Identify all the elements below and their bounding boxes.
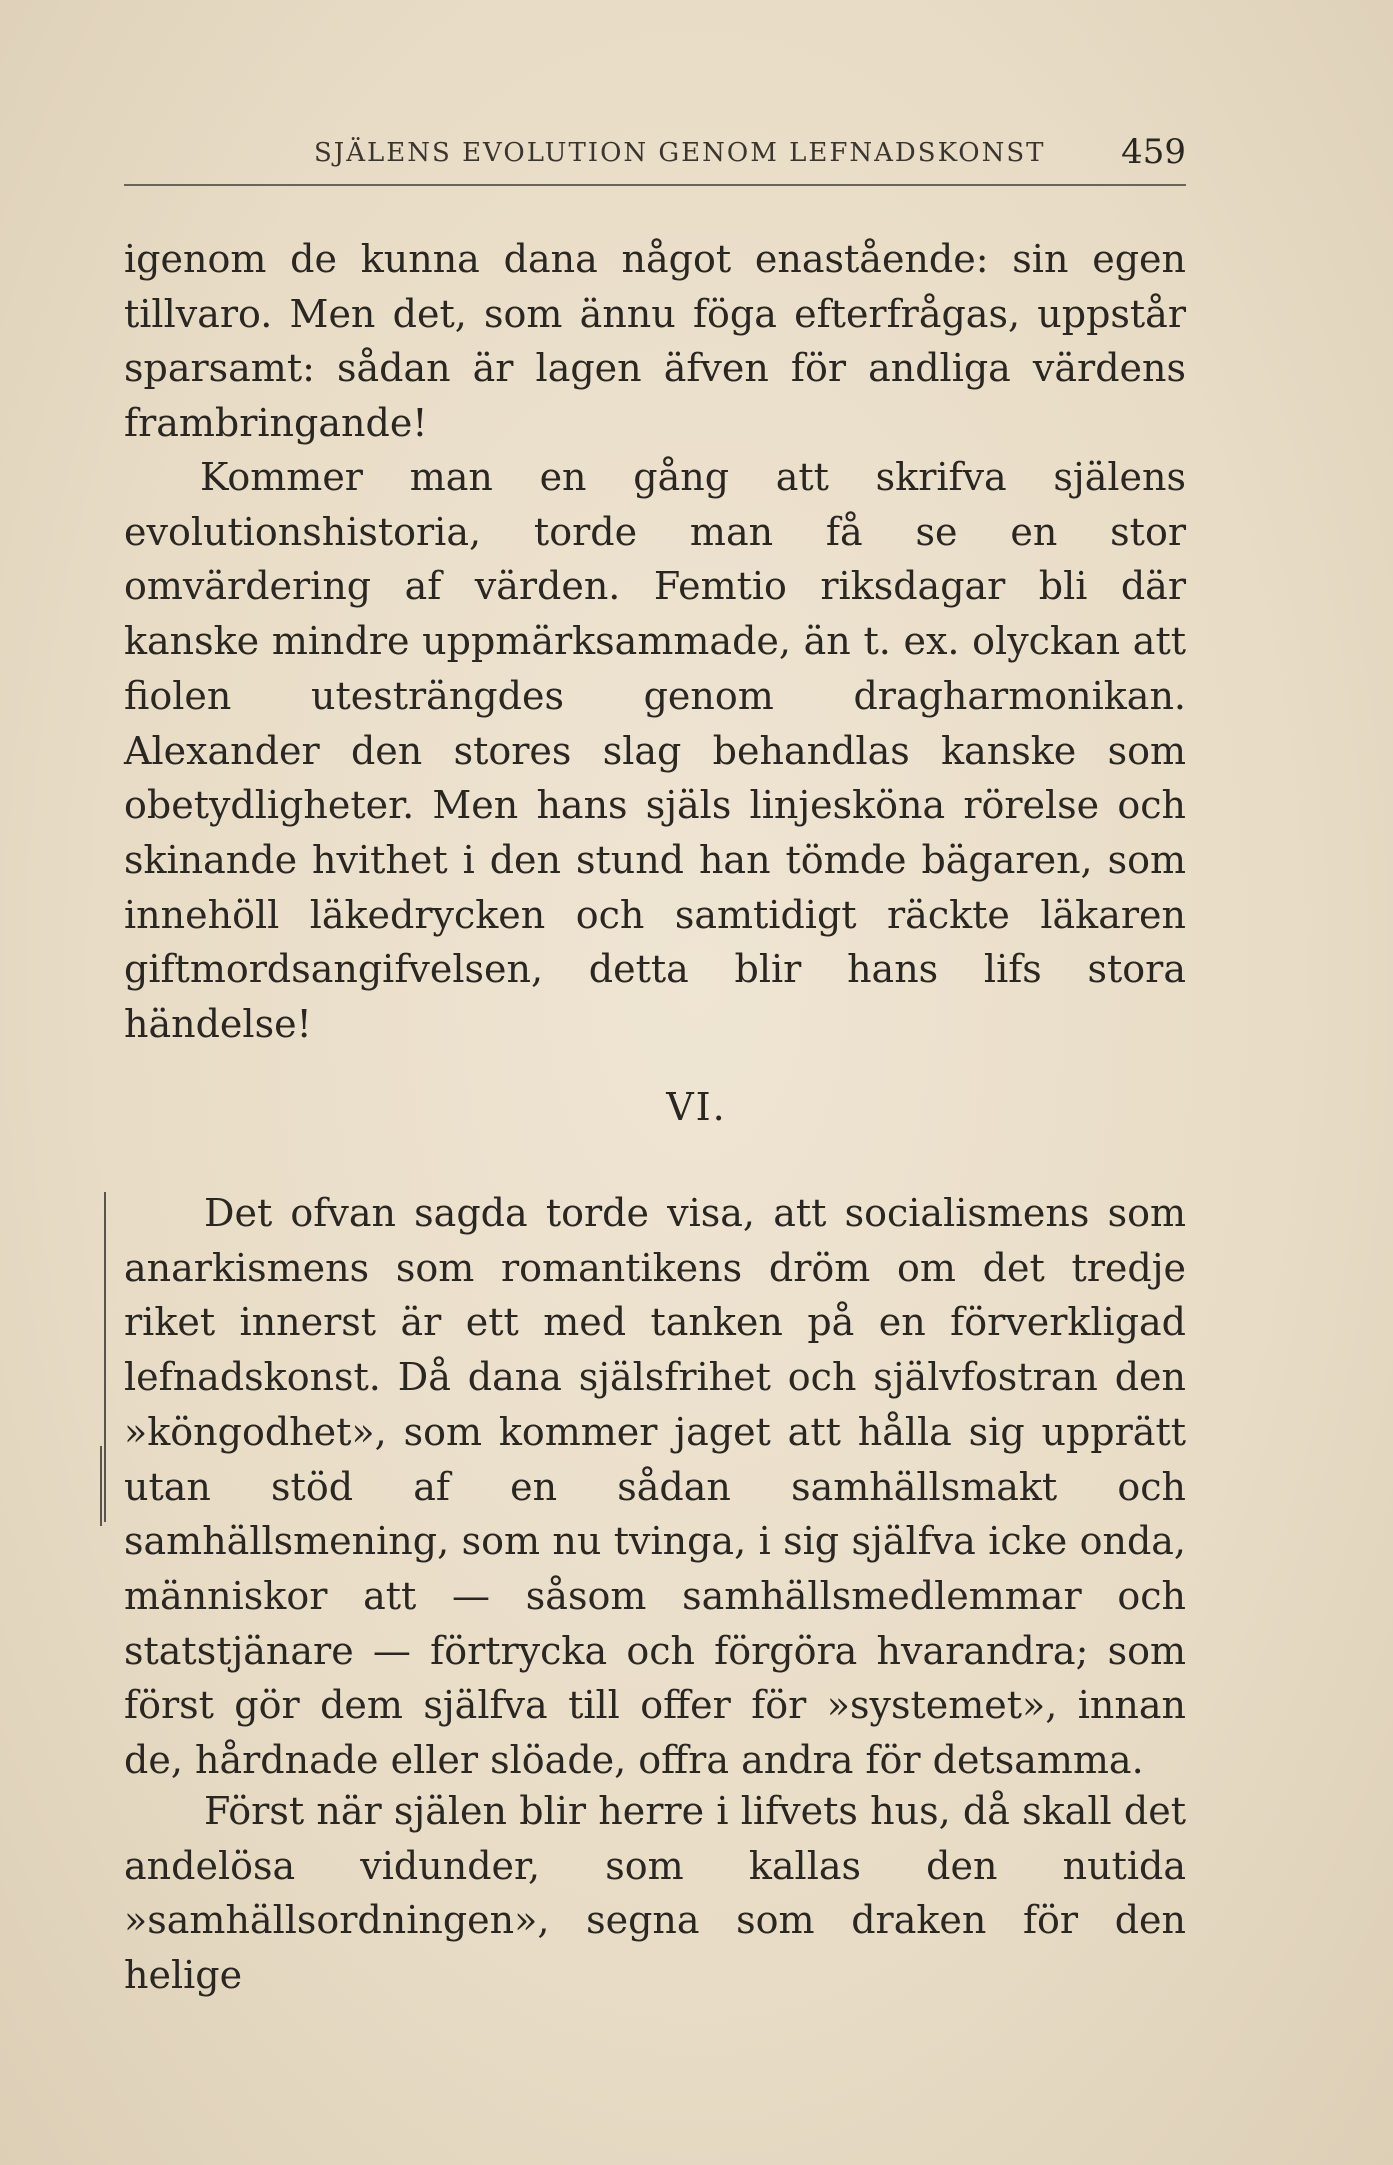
section-heading: VI. — [666, 1085, 727, 1129]
header-rule — [124, 184, 1186, 186]
paragraph-3: Det ofvan sagda torde visa, att socialismens som anarkismens som romantikens dröm om det tredje riket innerst är ett med tanken på en förverkligad lefnadskonst. Då dana själsfrihet och självfostran den »köngodhet», som kommer jaget att hålla sig upprätt utan stöd af en sådan samhällsmakt och samhällsmening, som nu tvinga, i sig själfva icke onda, människor att — såsom samhällsmedlemmar och statstjänare — förtrycka och förgöra hvarandra; som först gör dem själfva till offer för »systemet», innan de, hårdnade eller slöade, offra andra för detsamma. — [124, 1191, 1186, 1783]
paragraph-2: Kommer man en gång att skrifva själens evolutionshistoria, torde man få se en stor omvärdering af värden. Femtio riksdagar bli där kanske mindre uppmärksammade, än t. ex. olyckan att fiolen utesträngdes genom dragharmonikan. Alexander den stores slag behandlas kanske som obetydligheter. Men hans själs linjesköna rörelse och skinande hvithet i den stund han tömde bägaren, som innehöll läkedrycken och samtidigt räckte läkaren giftmordsangifvelsen, detta blir hans lifs stora händelse! — [124, 455, 1186, 1047]
paragraph-4: Först när själen blir herre i lifvets hus, då skall det andelösa vidunder, som kallas den nutida »samhällsordningen», segna som draken för den helige — [124, 1789, 1186, 1998]
margin-pencil-mark-2 — [100, 1446, 102, 1526]
running-title: SJÄLENS EVOLUTION GENOM LEFNADSKONST — [314, 138, 1046, 168]
paragraph-1: igenom de kunna dana något enastående: sin egen tillvaro. Men det, som ännu föga efterfrågas, uppstår sparsamt: sådan är lagen äfven för andliga värdens frambringande! — [124, 237, 1186, 446]
margin-pencil-mark — [104, 1192, 106, 1522]
page-header — [124, 132, 1186, 178]
page-number: 459 — [1121, 132, 1186, 172]
